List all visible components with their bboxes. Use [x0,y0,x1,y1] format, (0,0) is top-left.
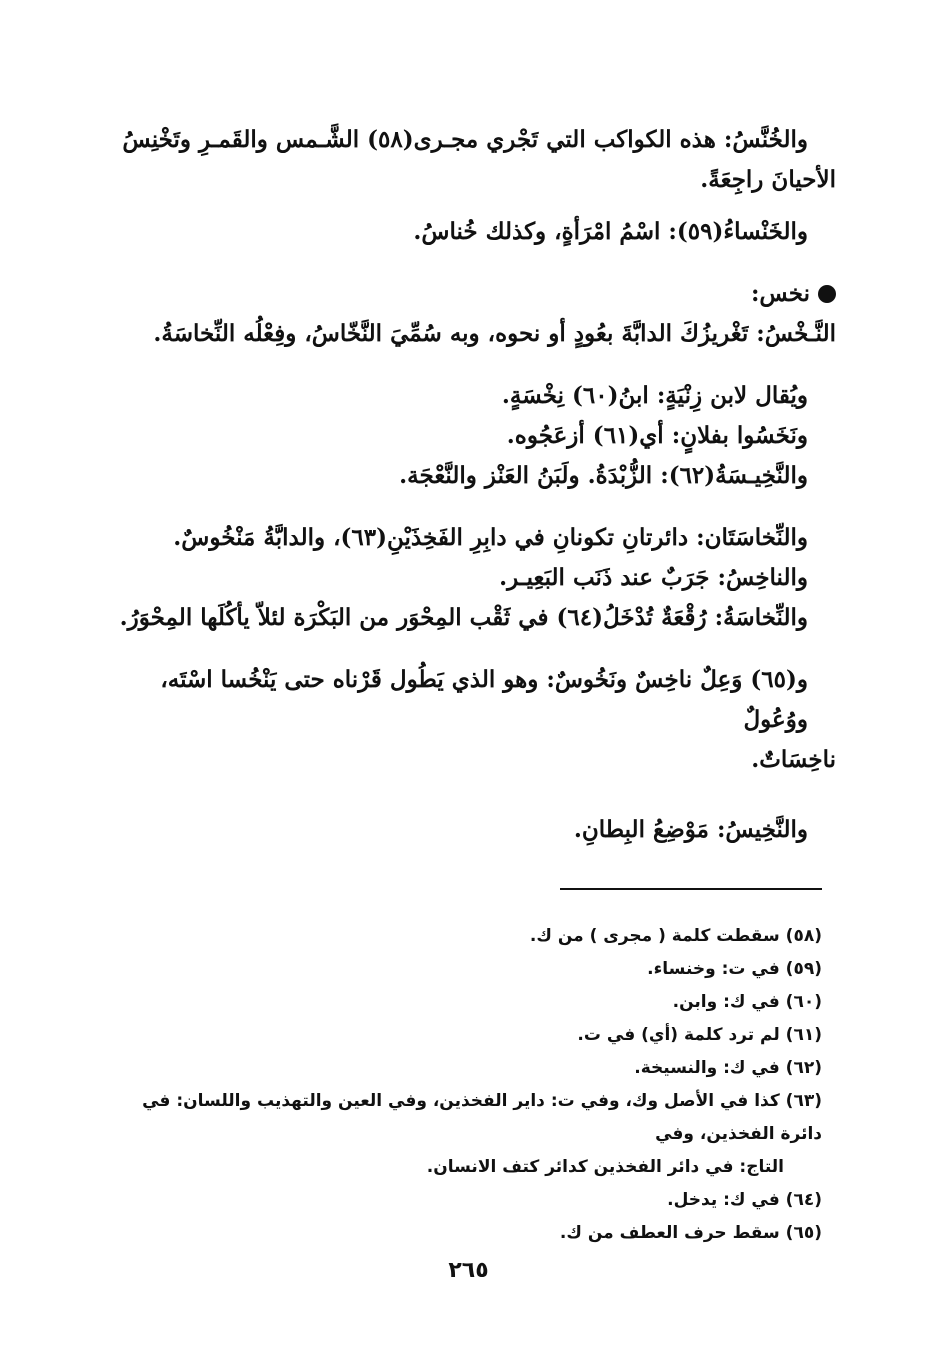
paragraph-nikhasatan: والنِّخاسَتَان: دائرتانِ تكونانِ في دابِرِ الفَخِذَيْنِ(٦٣)، والدابَّةُ مَنْخُوسٌ. [173,524,808,551]
paragraph-khansa: والخَنْساءُ(٥٩): اسْمُ امْرَأةٍ، وكذلك خُناسُ. [413,218,808,245]
entry-heading [96,274,836,314]
footnote-62: (٦٢) في ك: والنسيخة. [634,1058,822,1078]
footnote-divider [560,888,822,890]
footnote-61: (٦١) لم ترد كلمة (أي) في ت. [577,1025,822,1045]
paragraph-nakhisa: والنَّخِيـسَةُ(٦٢): الزُّبْدَةُ. ولَبَنُ العَنْز والنَّعْجَة. [399,462,808,489]
footnote-63: (٦٣) كذا في الأصل وك، وفي ت: داير الفخذين، وفي العين والتهذيب واللسان: في دائرة الفخذين، وفي [142,1091,822,1144]
paragraph-nakhis-bitan: والنَّخِيسُ: مَوْضِعُ البِطانِ. [573,816,808,843]
paragraph-nakhasu: ونَخَسُوا بفلانٍ: أي(٦١) أزعَجُوه. [506,422,808,449]
paragraph-wail-cont: ناخِسَاتٌ. [751,746,836,773]
entry-heading-label: نخس: [750,280,810,307]
footnote-65: (٦٥) سقط حرف العطف من ك. [559,1223,822,1243]
footnotes [96,920,822,1250]
footnote-60: (٦٠) في ك: وابن. [672,992,822,1012]
paragraph-khunnas-cont: الأحيانَ راجِعَةً. [700,166,836,193]
paragraph-khunnas: والخُنَّسُ: هذه الكواكب التي تَجْري مجـرى(٥٨) الشَّـمس والقَمـرِ وتَخْنِسُ [122,126,808,153]
main-text [96,120,836,850]
footnote-64: (٦٤) في ك: يدخل. [667,1190,822,1210]
page-number: ٢٦٥ [448,1258,489,1283]
paragraph-wail: و(٦٥) وَعِلٌ ناخِسٌ ونَخُوسٌ: وهو الذي يَطُول قَرْناه حتى يَنْخُسا اسْتَه، ووُعُولٌ [160,666,808,733]
footnote-58: (٥٨) سقطت كلمة ( مجرى ) من ك. [529,926,822,946]
paragraph-nakhis: والناخِسُ: جَرَبٌ عند ذَنَب البَعِيـر. [499,564,808,591]
bullet-icon [818,285,836,303]
paragraph-ibn-zinya: ويُقال لابن زِنْيَةٍ: ابنُ(٦٠) نِخْسَةٍ. [501,382,808,409]
footnote-59: (٥٩) في ت: وخنساء. [647,959,822,979]
paragraph-nikhasa: والنِّخاسَةُ: رُقْعَةٌ تُدْخَلُ(٦٤) في ثَقْب المِحْوَر من البَكْرَة لئلاّ يأكُلَها المِحْوَرُ. [119,604,808,631]
footnote-63-cont: التاج: في دائر الفخذين كدائر كتف الانسان. [426,1157,784,1177]
paragraph-nakhs: النَّـخْسُ: تَغْريزُكَ الدابَّةَ بعُودٍ أو نحوه، وبه سُمِّيَ النَّخّاسُ، وفِعْلُه النِّخاسَةُ. [153,320,836,347]
